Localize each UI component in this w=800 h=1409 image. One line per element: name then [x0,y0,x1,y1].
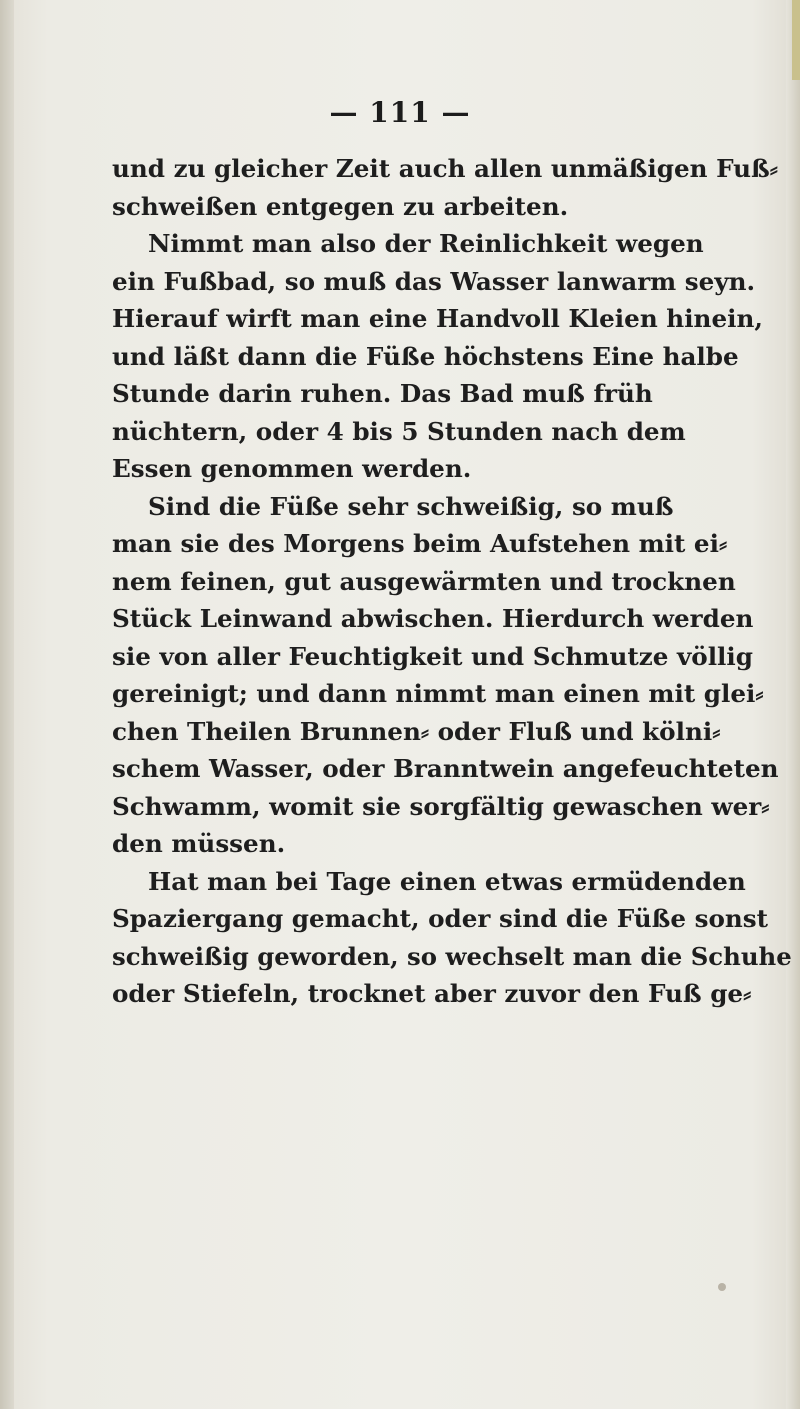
page-number-header: — 111 — [329,96,471,129]
text-line: und läßt dann die Füße höchstens Eine halbe [112,341,739,371]
text-line: den müssen. [112,829,286,858]
text-line: man sie des Morgens beim Aufstehen mit ei⸗ [112,529,728,558]
text-line: gereinigt; und dann nimmt man einen mit glei⸗ [112,679,764,708]
text-line: Nimmt man also der Reinlichkeit wegen [148,229,704,258]
text-line: ein Fußbad, so muß das Wasser lanwarm seyn. [112,266,756,296]
text-line: Essen genommen werden. [112,454,472,483]
body-text [112,150,800,1013]
text-line: Schwamm, womit sie sorgfältig gewaschen wer⸗ [112,791,770,821]
text-line: Sind die Füße sehr schweißig, so muß [148,491,674,521]
text-line: Stunde darin ruhen. Das Bad muß früh [112,379,653,408]
page-tab-mark [792,0,800,80]
text-line: und zu gleicher Zeit auch allen unmäßigen Fuß⸗ [112,154,778,183]
text-line: schweißen entgegen zu arbeiten. [112,191,569,221]
text-line: schem Wasser, oder Branntwein angefeuchteten [112,754,779,783]
text-line: chen Theilen Brunnen⸗ oder Fluß und kölni⸗ [112,716,721,746]
text-line: schweißig geworden, so wechselt man die Schuhe [112,941,792,971]
text-line: nüchtern, oder 4 bis 5 Stunden nach dem [112,416,686,446]
text-line: sie von aller Feuchtigkeit und Schmutze völlig [112,641,753,671]
text-line: Hierauf wirft man eine Handvoll Kleien hinein, [112,304,763,333]
text-line: Spaziergang gemacht, oder sind die Füße sonst [112,904,769,933]
text-line: oder Stiefeln, trocknet aber zuvor den Fuß ge⸗ [112,979,752,1008]
text-line: Stück Leinwand abwischen. Hierdurch werden [112,604,754,633]
text-line: Hat man bei Tage einen etwas ermüdenden [148,866,746,896]
paper-speck [718,1283,726,1291]
page-edge-left [0,0,14,1409]
text-line: nem feinen, gut ausgewärmten und trocknen [112,566,736,596]
